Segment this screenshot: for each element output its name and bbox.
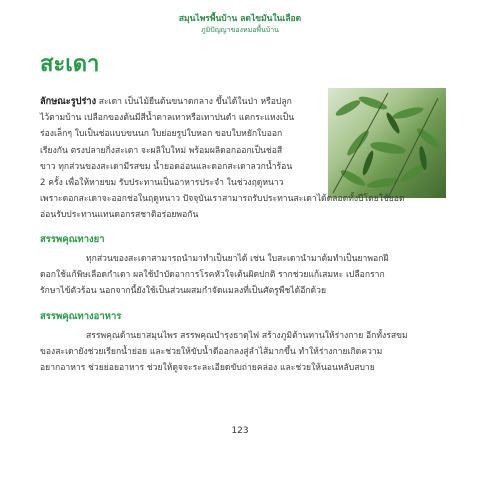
description-line: ร่องเล็กๆ ใบเป็นช่อแบบขนนก ใบย่อยรูปใบหอก ขอบใบหยักใบออก <box>40 129 283 140</box>
medicinal-paragraph <box>40 251 442 300</box>
book-subtitle: ภูมิปัญญาของหมอพื้นบ้าน <box>201 26 279 34</box>
description-paragraph <box>40 94 322 191</box>
description-paragraph-cont <box>40 191 442 223</box>
leaf-illustration-icon <box>328 88 446 198</box>
description-line: เพราะดอกสะเดาจะออกช่อในฤดูหนาว ปัจจุบันเราสามารถรับประทานสะเดาได้ตลอดทั้งปีโดยใช้ยอด <box>40 194 405 204</box>
description-line: 2 ครั้ง เพื่อให้หายขม รับประทานเป็นอาหารประจำ ในช่วงฤดูหนาว <box>40 178 284 189</box>
description-line: อ่อนรับประทานแทนดอกรสชาติอร่อยพอกัน <box>40 210 199 221</box>
medicinal-line: รักษาไข้ตัวร้อน นอกจากนี้ยังใช้เป็นส่วนผสมกำจัดแมลงที่เป็นศัตรูพืชได้อีกด้วย <box>40 286 326 297</box>
medicinal-line: ดอกใช้แก้พิษเลือดกำเดา ผลใช้บำบัดอาการโรคหัวใจเต้นผิดปกติ รากช่วยแก้เสมหะ เปลือกราก <box>40 270 385 281</box>
description-label: ลักษณะรูปร่าง <box>40 96 97 107</box>
medicinal-heading: สรรพคุณทางยา <box>40 234 105 245</box>
description-line: ขาว ทุกส่วนของสะเดามีรสขม น้ำยอดอ่อนและดอกสะเดาลวกน้ำร้อน <box>40 161 293 172</box>
page-title: สะเดา <box>40 52 100 77</box>
description-line: สะเดา เป็นไม้ยืนต้นขนาดกลาง ขึ้นได้ในป่า หรือปลูก <box>98 97 292 107</box>
description-line: เรียงกัน ตรงปลายกิ่งสะเดา จะผลิใบใหม่ พร้อมผลิดอกออกเป็นช่อสี <box>40 145 283 156</box>
food-paragraph <box>40 328 442 377</box>
food-line: อยากอาหาร ช่วยย่อยอาหาร ช่วยให้ดูจจะระละเอียดขับถ่ายคล่อง และช่วยให้นอนหลับสบาย <box>40 363 375 374</box>
book-title: สมุนไพรพื้นบ้าน ลดไขมันในเลือด <box>178 14 302 24</box>
medicinal-line: ทุกส่วนของสะเดาสามารถนำมาทำเป็นยาได้ เช่น ใบสะเดานำมาต้มทำเป็นยาพอกฝี <box>86 254 389 264</box>
page-number: 123 <box>231 426 249 436</box>
food-line: สรรพคุณด้านยาสมุนไพร สรรพคุณบำรุงธาตุไฟ สร้างภูมิต้านทานให้ร่างกาย อีกทั้งรสขม <box>86 331 408 341</box>
page-header <box>0 14 480 35</box>
description-line: ไว้ตามบ้าน เปลือกของต้นมีสีน้ำตาลเทาหรือเทาปนดำ แตกระแหงเป็น <box>40 113 295 124</box>
food-heading: สรรพคุณทางอาหาร <box>40 311 122 322</box>
neem-leaves-photo <box>328 88 446 198</box>
food-line: ของสะเดายังช่วยเรียกน้ำย่อย และช่วยให้ขับน้ำดีออกลงสู่ลำไส้มากขึ้น ทำให้ร่างกายเกิดความ <box>40 347 383 358</box>
